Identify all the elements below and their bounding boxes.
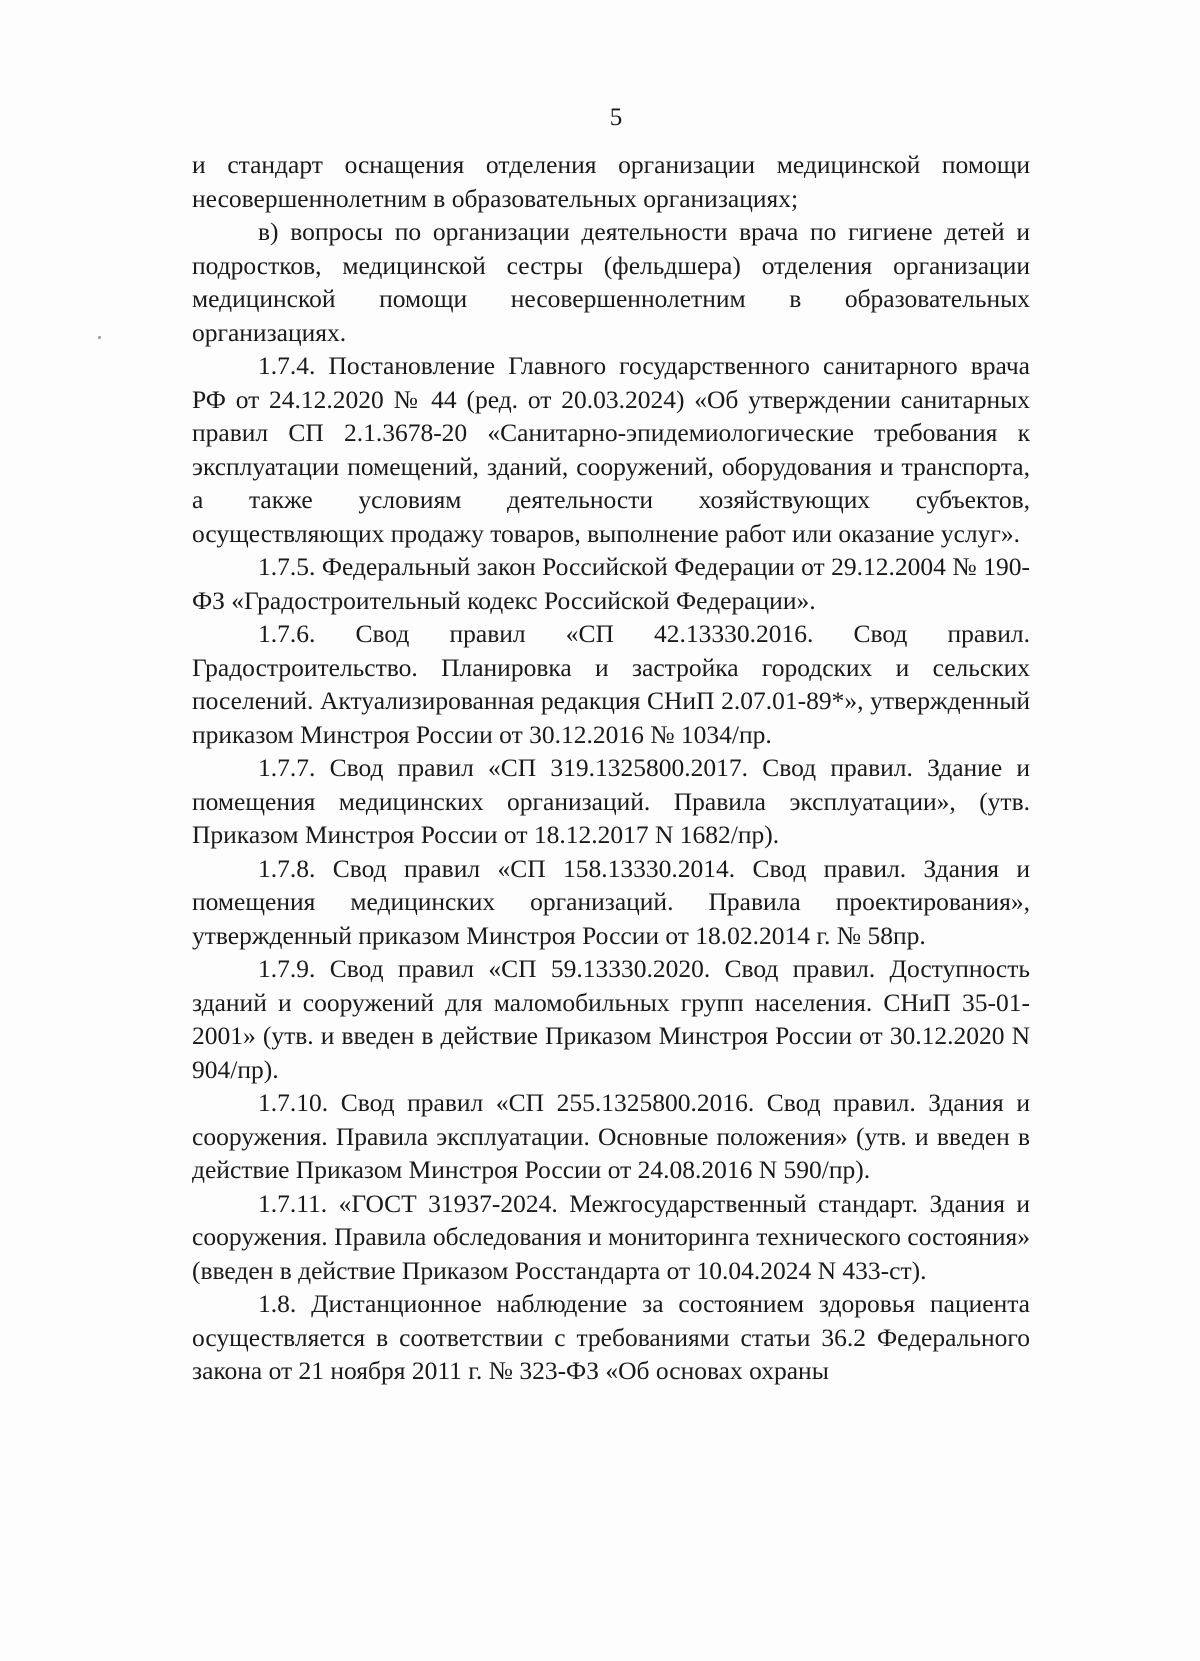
paragraph-1-7-5: 1.7.5. Федеральный закон Российской Федерации от 29.12.2004 № 190-ФЗ «Градостроительный кодекс Российской Федерации». [192,552,1030,615]
paragraph-item-v: в) вопросы по организации деятельности врача по гигиене детей и подростков, медицинской сестры (фельдшера) отделения организации медицинской помощи несовершеннолетним в образовательных организациях. [192,217,1030,347]
document-body [192,148,1030,1388]
paragraph-1-7-9: 1.7.9. Свод правил «СП 59.13330.2020. Свод правил. Доступность зданий и сооружений для маломобильных групп населения. СНиП 35-01-2001» (утв. и введен в действие Приказом Минстроя России от 30.12.2020 N 904/пр). [192,954,1030,1084]
paragraph-1-7-7: 1.7.7. Свод правил «СП 319.1325800.2017. Свод правил. Здание и помещения медицинских организаций. Правила эксплуатации», (утв. Приказом Минстроя России от 18.12.2017 N 1682/пр). [192,753,1030,849]
scan-speck [98,336,101,339]
paragraph-1-7-11: 1.7.11. «ГОСТ 31937-2024. Межгосударственный стандарт. Здания и сооружения. Правила обследования и мониторинга технического состояния» (введен в действие Приказом Росстандарта от 10.04.2024 N 433-ст). [192,1188,1030,1285]
paragraph-1-8: 1.8. Дистанционное наблюдение за состоянием здоровья пациента осуществляется в соответствии с требованиями статьи 36.2 Федерального закона от 21 ноября 2011 г. № 323-ФЗ «Об основах охраны [192,1289,1030,1385]
page-number: 5 [609,104,623,131]
paragraph-continuation: и стандарт оснащения отделения организации медицинской помощи несовершеннолетним в образовательных организациях; [192,150,1030,213]
paragraph-1-7-4: 1.7.4. Постановление Главного государственного санитарного врача РФ от 24.12.2020 № 44 (ред. от 20.03.2024) «Об утверждении санитарных правил СП 2.1.3678-20 «Санитарно-эпидемиологические требования к эксплуатации помещений, зданий, сооружений, оборудования и транспорта, а также условиям деятельности хозяйствующих субъектов, осуществляющих продажу товаров, выполнение работ или оказание услуг». [192,351,1030,548]
paragraph-1-7-8: 1.7.8. Свод правил «СП 158.13330.2014. Свод правил. Здания и помещения медицинских организаций. Правила проектирования», утвержденный приказом Минстроя России от 18.02.2014 г. № 58пр. [192,853,1030,950]
paragraph-1-7-10: 1.7.10. Свод правил «СП 255.1325800.2016. Свод правил. Здания и сооружения. Правила эксплуатации. Основные положения» (утв. и введен в действие Приказом Минстроя России от 24.08.2016 N 590/пр). [192,1088,1030,1184]
paragraph-1-7-6: 1.7.6. Свод правил «СП 42.13330.2016. Свод правил. Градостроительство. Планировка и застройка городских и сельских поселений. Актуализированная редакция СНиП 2.07.01-89*», утвержденный приказом Минстроя России от 30.12.2016 № 1034/пр. [192,619,1030,749]
